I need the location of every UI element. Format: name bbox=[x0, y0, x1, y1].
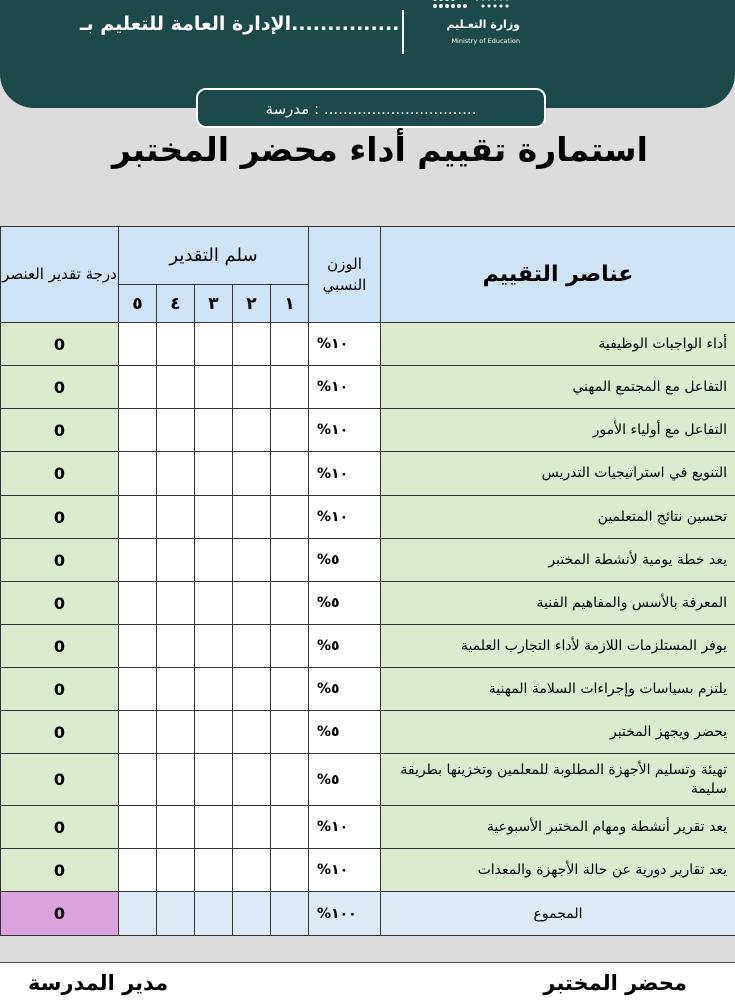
table-row bbox=[1, 849, 735, 892]
header-scale: سلم التقدير bbox=[119, 227, 309, 285]
weight-cell: %١٠ bbox=[309, 409, 381, 452]
scale-cell-3[interactable] bbox=[195, 849, 233, 892]
scale-cell-2[interactable] bbox=[233, 496, 271, 539]
scale-cell-3[interactable] bbox=[195, 711, 233, 754]
criterion-cell: يعد خطة يومية لأنشطة المختبر bbox=[381, 539, 735, 582]
scale-cell-2[interactable] bbox=[233, 539, 271, 582]
scale-cell-1[interactable] bbox=[271, 366, 309, 409]
weight-cell: %١٠ bbox=[309, 496, 381, 539]
scale-cell-5[interactable] bbox=[119, 806, 157, 849]
weight-cell: %١٠ bbox=[309, 452, 381, 496]
scale-cell-2[interactable] bbox=[233, 849, 271, 892]
criterion-cell: يعد تقرير أنشطة ومهام المختبر الأسبوعية bbox=[381, 806, 735, 849]
scale-cell-3[interactable] bbox=[195, 806, 233, 849]
scale-cell-3[interactable] bbox=[195, 625, 233, 668]
criterion-cell: يعد تقارير دورية عن حالة الأجهزة والمعدات bbox=[381, 849, 735, 892]
table-row bbox=[1, 452, 735, 496]
logo-english-text: Ministry of Education bbox=[420, 37, 520, 45]
scale-cell-4[interactable] bbox=[157, 452, 195, 496]
scale-cell-5[interactable] bbox=[119, 409, 157, 452]
scale-cell-1[interactable] bbox=[271, 452, 309, 496]
logo-arabic-text: وزارة التعـليم bbox=[420, 18, 520, 31]
scale-cell-5[interactable] bbox=[119, 452, 157, 496]
total-weight-cell: %١٠٠ bbox=[309, 892, 381, 936]
scale-cell-3[interactable] bbox=[195, 323, 233, 366]
table-row bbox=[1, 754, 735, 806]
table-row bbox=[1, 625, 735, 668]
scale-cell-1[interactable] bbox=[271, 849, 309, 892]
scale-cell-1[interactable] bbox=[271, 668, 309, 711]
criterion-cell: يوفر المستلزمات اللازمة لأداء التجارب العلمية bbox=[381, 625, 735, 668]
criterion-cell: تحسين نتائج المتعلمين bbox=[381, 496, 735, 539]
ministry-dots-icon bbox=[430, 0, 512, 12]
scale-cell-3[interactable] bbox=[195, 496, 233, 539]
scale-cell-5[interactable] bbox=[119, 711, 157, 754]
item-grade-cell: 0 bbox=[1, 366, 119, 409]
criterion-cell: تهيئة وتسليم الأجهزة المطلوبة للمعلمين وتخزينها بطريقة سليمة bbox=[381, 754, 735, 806]
weight-cell: %٥ bbox=[309, 625, 381, 668]
table-row bbox=[1, 582, 735, 625]
item-grade-cell: 0 bbox=[1, 849, 119, 892]
scale-cell-4[interactable] bbox=[157, 754, 195, 806]
table-row bbox=[1, 409, 735, 452]
scale-cell-1[interactable] bbox=[271, 496, 309, 539]
weight-cell: %١٠ bbox=[309, 806, 381, 849]
scale-cell-2[interactable] bbox=[233, 409, 271, 452]
scale-cell-4[interactable] bbox=[157, 849, 195, 892]
scale-cell-1[interactable] bbox=[271, 625, 309, 668]
banner-separator bbox=[402, 10, 404, 54]
header-criteria: عناصر التقييم bbox=[381, 227, 735, 323]
scale-cell-2[interactable] bbox=[233, 806, 271, 849]
header-weight: الوزن النسبي bbox=[309, 227, 381, 323]
weight-cell: %٥ bbox=[309, 582, 381, 625]
scale-point-1: ١ bbox=[271, 285, 309, 323]
criterion-cell: التفاعل مع أولياء الأمور bbox=[381, 409, 735, 452]
scale-cell-4[interactable] bbox=[157, 711, 195, 754]
scale-point-4: ٤ bbox=[157, 285, 195, 323]
scale-cell-1[interactable] bbox=[271, 323, 309, 366]
criterion-cell: أداء الواجبات الوظيفية bbox=[381, 323, 735, 366]
scale-cell-3[interactable] bbox=[195, 539, 233, 582]
table-row bbox=[1, 323, 735, 366]
item-grade-cell: 0 bbox=[1, 754, 119, 806]
item-grade-cell: 0 bbox=[1, 806, 119, 849]
total-label-cell: المجموع bbox=[381, 892, 735, 936]
scale-point-2: ٢ bbox=[233, 285, 271, 323]
table-header-row bbox=[1, 227, 735, 285]
scale-cell-4[interactable] bbox=[157, 806, 195, 849]
scale-point-5: ٥ bbox=[119, 285, 157, 323]
total-scale-cell-5 bbox=[119, 892, 157, 936]
weight-cell: %٥ bbox=[309, 711, 381, 754]
item-grade-cell: 0 bbox=[1, 539, 119, 582]
scale-cell-5[interactable] bbox=[119, 754, 157, 806]
evaluation-table bbox=[0, 226, 735, 936]
scale-cell-5[interactable] bbox=[119, 582, 157, 625]
item-grade-cell: 0 bbox=[1, 668, 119, 711]
scale-cell-2[interactable] bbox=[233, 711, 271, 754]
school-name-field[interactable]: مدرسة : ................................ bbox=[196, 88, 546, 128]
scale-cell-2[interactable] bbox=[233, 366, 271, 409]
table-row bbox=[1, 668, 735, 711]
scale-cell-4[interactable] bbox=[157, 366, 195, 409]
scale-cell-2[interactable] bbox=[233, 668, 271, 711]
total-scale-cell-3 bbox=[195, 892, 233, 936]
scale-cell-2[interactable] bbox=[233, 582, 271, 625]
scale-cell-4[interactable] bbox=[157, 409, 195, 452]
signature-footer bbox=[0, 962, 735, 1001]
form-title: استمارة تقييم أداء محضر المختبر bbox=[90, 130, 670, 169]
item-grade-cell: 0 bbox=[1, 582, 119, 625]
item-grade-cell: 0 bbox=[1, 409, 119, 452]
scale-cell-1[interactable] bbox=[271, 754, 309, 806]
scale-cell-2[interactable] bbox=[233, 625, 271, 668]
scale-cell-5[interactable] bbox=[119, 539, 157, 582]
education-admin-line: الإدارة العامة للتعليم بـ............... bbox=[80, 13, 395, 35]
scale-cell-3[interactable] bbox=[195, 754, 233, 806]
table-row bbox=[1, 366, 735, 409]
scale-cell-1[interactable] bbox=[271, 539, 309, 582]
criterion-cell: التنويع في استراتيجيات التدريس bbox=[381, 452, 735, 496]
weight-cell: %١٠ bbox=[309, 849, 381, 892]
scale-cell-1[interactable] bbox=[271, 582, 309, 625]
scale-cell-3[interactable] bbox=[195, 452, 233, 496]
scale-cell-4[interactable] bbox=[157, 496, 195, 539]
scale-cell-2[interactable] bbox=[233, 754, 271, 806]
ministry-logo bbox=[420, 0, 520, 52]
table-row bbox=[1, 496, 735, 539]
item-grade-cell: 0 bbox=[1, 496, 119, 539]
table-row bbox=[1, 711, 735, 754]
total-scale-cell-4 bbox=[157, 892, 195, 936]
scale-cell-5[interactable] bbox=[119, 849, 157, 892]
table-row bbox=[1, 806, 735, 849]
scale-cell-3[interactable] bbox=[195, 582, 233, 625]
total-grade-cell: 0 bbox=[1, 892, 119, 936]
weight-cell: %١٠ bbox=[309, 366, 381, 409]
scale-cell-4[interactable] bbox=[157, 539, 195, 582]
item-grade-cell: 0 bbox=[1, 323, 119, 366]
table-row bbox=[1, 539, 735, 582]
scale-cell-1[interactable] bbox=[271, 409, 309, 452]
scale-point-3: ٣ bbox=[195, 285, 233, 323]
scale-cell-3[interactable] bbox=[195, 366, 233, 409]
scale-cell-4[interactable] bbox=[157, 582, 195, 625]
header-item-grade: درجة تقدير العنصر bbox=[1, 227, 119, 323]
weight-cell: %٥ bbox=[309, 668, 381, 711]
item-grade-cell: 0 bbox=[1, 452, 119, 496]
scale-cell-2[interactable] bbox=[233, 323, 271, 366]
item-grade-cell: 0 bbox=[1, 625, 119, 668]
criterion-cell: المعرفة بالأسس والمفاهيم الفنية bbox=[381, 582, 735, 625]
scale-cell-1[interactable] bbox=[271, 806, 309, 849]
scale-cell-1[interactable] bbox=[271, 711, 309, 754]
total-row bbox=[1, 892, 735, 936]
weight-cell: %٥ bbox=[309, 539, 381, 582]
criterion-cell: يلتزم بسياسات وإجراءات السلامة المهنية bbox=[381, 668, 735, 711]
lab-assistant-signature: محضر المختبر bbox=[543, 971, 687, 995]
item-grade-cell: 0 bbox=[1, 711, 119, 754]
scale-cell-4[interactable] bbox=[157, 625, 195, 668]
scale-cell-5[interactable] bbox=[119, 625, 157, 668]
criterion-cell: التفاعل مع المجتمع المهني bbox=[381, 366, 735, 409]
principal-signature: مدير المدرسة bbox=[28, 971, 168, 995]
scale-cell-5[interactable] bbox=[119, 668, 157, 711]
scale-cell-2[interactable] bbox=[233, 452, 271, 496]
scale-cell-5[interactable] bbox=[119, 496, 157, 539]
scale-cell-5[interactable] bbox=[119, 323, 157, 366]
scale-cell-3[interactable] bbox=[195, 668, 233, 711]
scale-cell-5[interactable] bbox=[119, 366, 157, 409]
total-scale-cell-2 bbox=[233, 892, 271, 936]
scale-cell-4[interactable] bbox=[157, 668, 195, 711]
criterion-cell: يحضر ويجهز المختبر bbox=[381, 711, 735, 754]
scale-cell-4[interactable] bbox=[157, 323, 195, 366]
scale-cell-3[interactable] bbox=[195, 409, 233, 452]
total-scale-cell-1 bbox=[271, 892, 309, 936]
weight-cell: %١٠ bbox=[309, 323, 381, 366]
weight-cell: %٥ bbox=[309, 754, 381, 806]
